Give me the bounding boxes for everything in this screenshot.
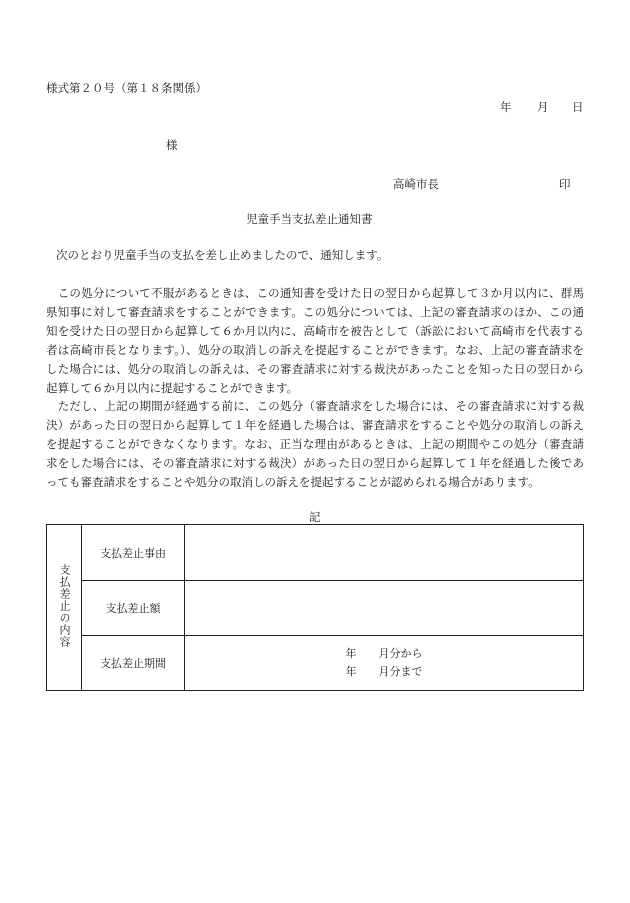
- appeal-notice-paragraph-2: ただし、上記の期間が経過する前に、この処分（審査請求をした場合には、その審査請求に対する裁決）があった日の翌日から起算して１年を経過した場合は、審査請求をすることや処分の取消しの訴えを提起することができなくなります。なお、正当な理由があるときは、上記の期間やこの処分（審査請求をした場合には、その審査請求に対する裁決）があった日の翌日から起算して１年を経過した後であっても審査請求をすることや処分の取消しの訴えを提起することが認められる場合があります。: [46, 399, 584, 489]
- row-label-amount: 支払差止額: [82, 581, 185, 636]
- period-from: 年 月分から: [345, 647, 423, 660]
- appeal-notice-paragraph-1: この処分について不服があるときは、この通知書を受けた日の翌日から起算して３か月以内に、群馬県知事に対して審査請求をすることができます。この処分については、上記の審査請求のほか、この通知を受けた日の翌日から起算して６か月以内に、高崎市を被告として（訴訟において高崎市を代表する者は高崎市長となります。）、処分の取消しの訴えを提起することができます。なお、上記の審査請求をした場合には、処分の取消しの訴えは、その審査請求に対する裁決があったことを知った日の翌日から起算して６か月以内に提起することができます。: [46, 286, 584, 395]
- period-to: 年 月分まで: [345, 665, 423, 678]
- row-label-period: 支払差止期間: [82, 636, 185, 691]
- issuer-title: 高崎市長: [393, 177, 439, 191]
- reason-value: [185, 525, 584, 581]
- amount-value: [185, 581, 584, 636]
- period-value: [185, 636, 584, 691]
- group-label: 支払差止の内容: [58, 564, 71, 648]
- date-month: 月: [537, 100, 549, 114]
- document-title: 児童手当支払差止通知書: [246, 212, 373, 226]
- group-label-cell: [47, 525, 82, 691]
- row-label-reason: 支払差止事由: [82, 525, 185, 581]
- date-year: 年: [500, 100, 512, 114]
- date-day: 日: [572, 100, 584, 114]
- intro-text: 次のとおり児童手当の支払を差し止めましたので、通知します。: [56, 248, 389, 262]
- addressee-suffix: 様: [166, 138, 178, 152]
- issuer-seal: 印: [559, 177, 571, 191]
- form-number: 様式第２０号（第１８条関係）: [46, 81, 207, 95]
- ki-heading: 記: [309, 510, 321, 524]
- suspension-details-table: [46, 524, 584, 691]
